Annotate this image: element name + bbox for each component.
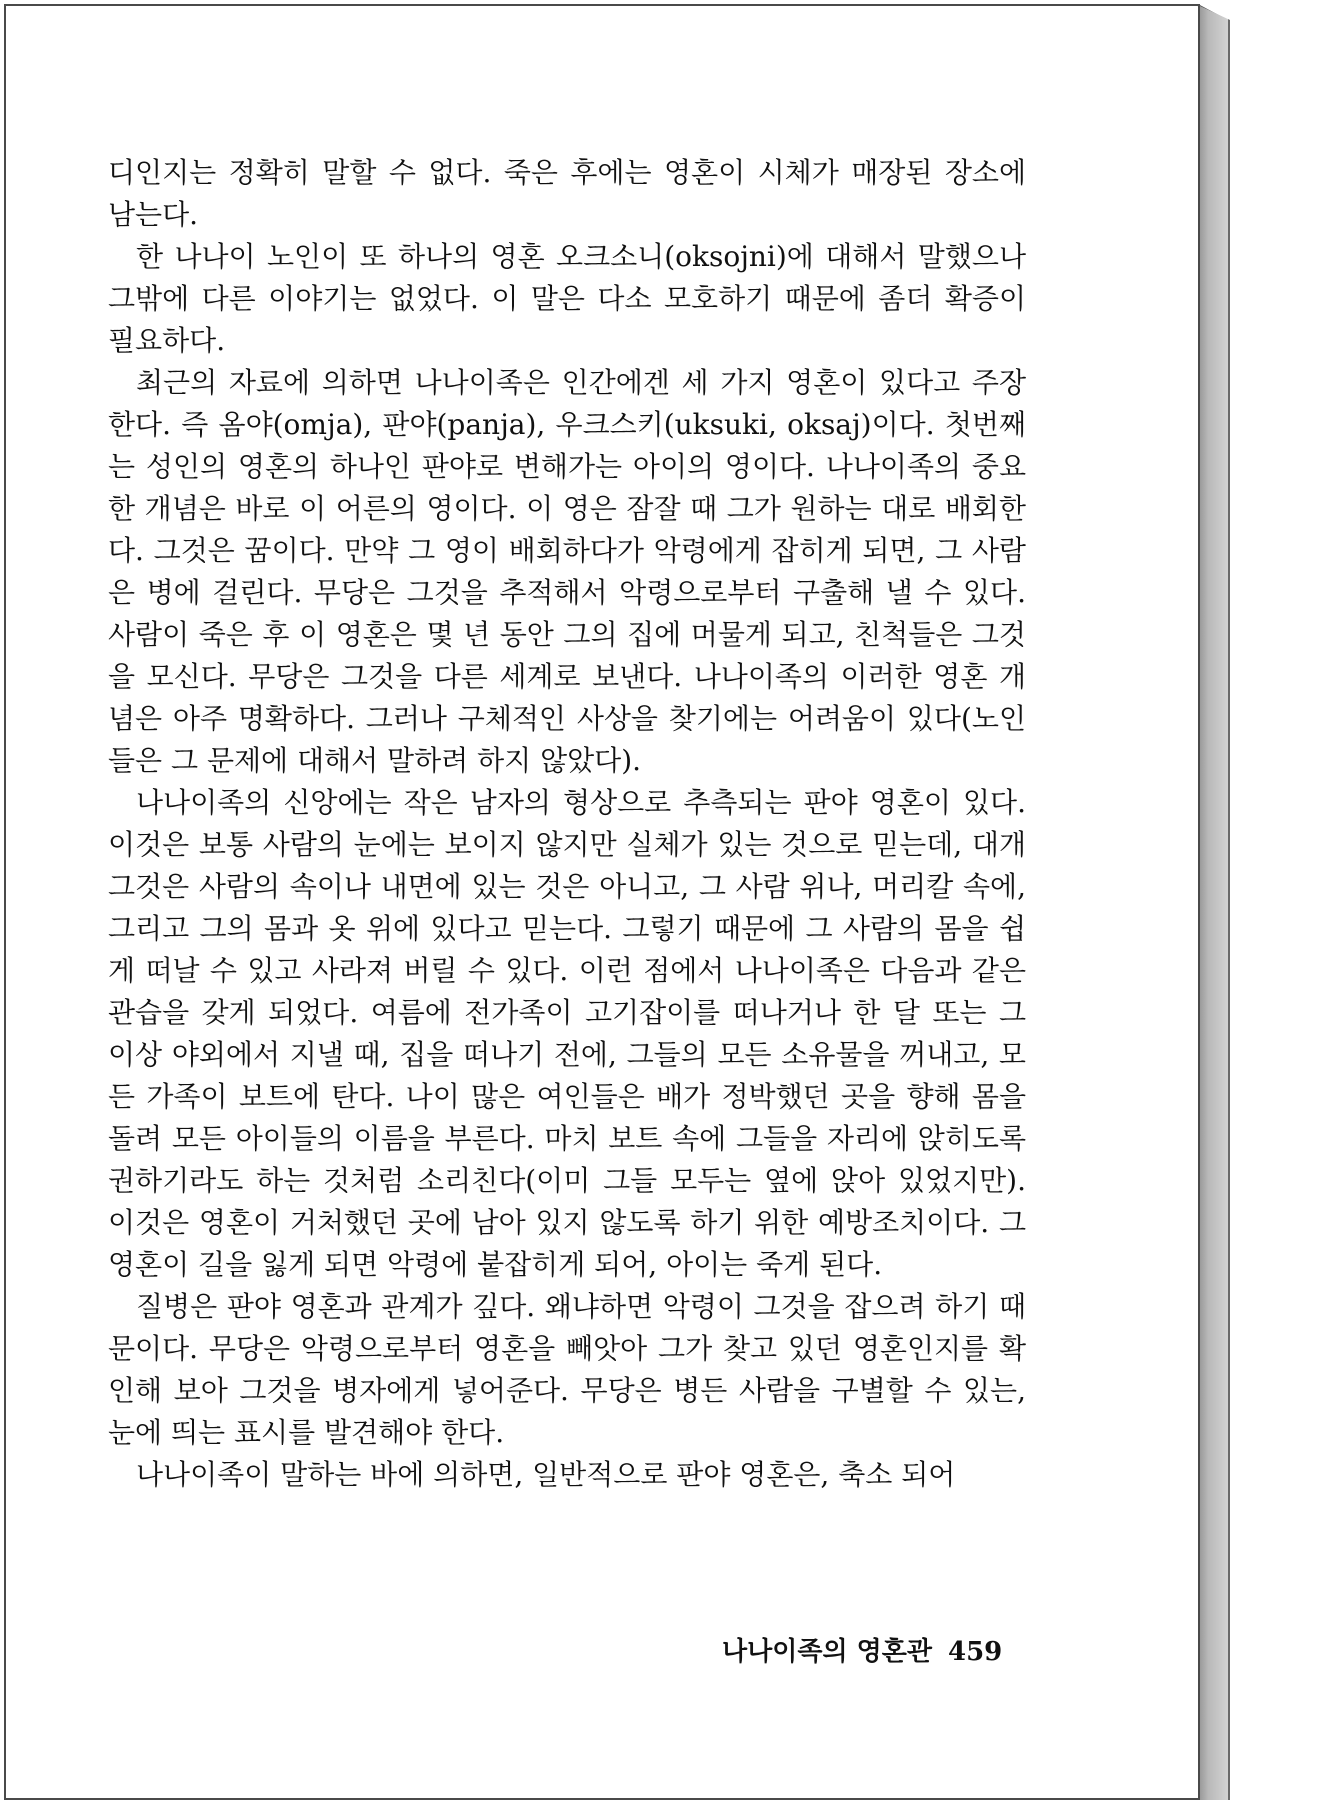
paragraph-three-souls: 최근의 자료에 의하면 나나이족은 인간에겐 세 가지 영혼이 있다고 주장한다. 즉 옴야(omja), 판야(panja), 우크스키(uksuki, oksaj)이다. 첫번째는 성인의 영혼의 하나인 판야로 변해가는 아이의 영이다. 나나이족의 중요한 개념은 바로 이 어른의 영이다. 이 영은 잠잘 때 그가 원하는 대로 배회한다. 그것은 꿈이다. 만약 그 영이 배회하다가 악령에게 잡히게 되면, 그 사람은 병에 걸린다. 무당은 그것을 추적해서 악령으로부터 구출해 낼 수 있다. 사람이 죽은 후 이 영혼은 몇 년 동안 그의 집에 머물게 되고, 친척들은 그것을 모신다. 무당은 그것을 다른 세계로 보낸다. 나나이족의 이러한 영혼 개념은 아주 명확하다. 그러나 구체적인 사상을 찾기에는 어려움이 있다(노인들은 그 문제에 대해서 말하려 하지 않았다).	[108, 366, 1026, 777]
paragraph-illness: 질병은 판야 영혼과 관계가 깊다. 왜냐하면 악령이 그것을 잡으려 하기 때문이다. 무당은 악령으로부터 영혼을 빼앗아 그가 찾고 있던 영혼인지를 확인해 보아 그것을 병자에게 넣어준다. 무당은 병든 사람을 구별할 수 있는, 눈에 띄는 표시를 발견해야 한다.	[108, 1290, 1026, 1449]
running-footer	[722, 1632, 1012, 1672]
body-text	[108, 152, 1026, 1496]
paragraph-final: 나나이족이 말하는 바에 의하면, 일반적으로 판야 영혼은, 축소 되어	[136, 1458, 956, 1491]
page-stack-edge	[1200, 6, 1230, 1800]
paragraph-panja-soul: 나나이족의 신앙에는 작은 남자의 형상으로 추측되는 판야 영혼이 있다. 이것은 보통 사람의 눈에는 보이지 않지만 실체가 있는 것으로 믿는데, 대개 그것은 사람의 속이나 내면에 있는 것은 아니고, 그 사람 위나, 머리칼 속에, 그리고 그의 몸과 옷 위에 있다고 믿는다. 그렇기 때문에 그 사람의 몸을 쉽게 떠날 수 있고 사라져 버릴 수 있다. 이런 점에서 나나이족은 다음과 같은 관습을 갖게 되었다. 여름에 전가족이 고기잡이를 떠나거나 한 달 또는 그 이상 야외에서 지낼 때, 집을 떠나기 전에, 그들의 모든 소유물을 꺼내고, 모든 가족이 보트에 탄다. 나이 많은 여인들은 배가 정박했던 곳을 향해 몸을 돌려 모든 아이들의 이름을 부른다. 마치 보트 속에 그들을 자리에 앉히도록 권하기라도 하는 것처럼 소리친다(이미 그들 모두는 옆에 앉아 있었지만). 이것은 영혼이 거처했던 곳에 남아 있지 않도록 하기 위한 예방조치이다. 그 영혼이 길을 잃게 되면 악령에 붙잡히게 되어, 아이는 죽게 된다.	[108, 786, 1026, 1281]
page-number: 459	[947, 1637, 1003, 1667]
paragraph-continued: 디인지는 정확히 말할 수 없다. 죽은 후에는 영혼이 시체가 매장된 장소에 남는다.	[108, 156, 1026, 231]
paragraph-oksojni: 한 나나이 노인이 또 하나의 영혼 오크소니(oksojni)에 대해서 말했으나 그밖에 다른 이야기는 없었다. 이 말은 다소 모호하기 때문에 좀더 확증이 필요하다.	[108, 240, 1026, 357]
running-title: 나나이족의 영혼관	[722, 1637, 932, 1667]
